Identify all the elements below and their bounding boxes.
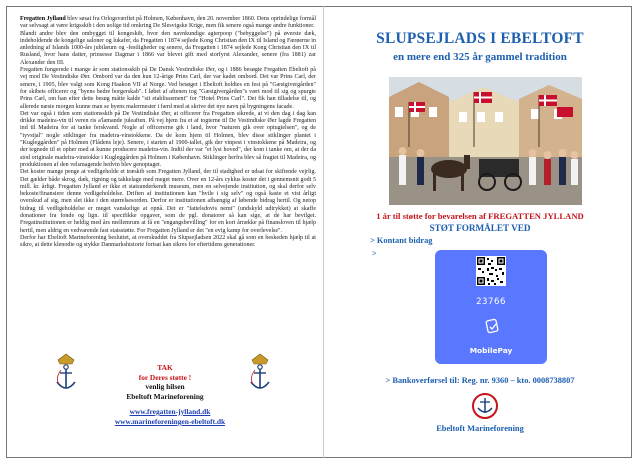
support-heading: 1 år til støtte for bevarelsen af FREGATTEN JYLLAND [376, 211, 584, 221]
parade-photo [389, 77, 582, 205]
support-call-to-action: STØT FORMÅLET VED [429, 223, 531, 233]
paragraph-5: Det koster mange penge at vedligeholde et træskib som Fregatten Jylland, der til stadighed er udsat for skiftende vejrlig. Det gælder både skrog, dæk, rigning og takkelage med meget mere. Over en 12-års cyklus koster det i gennemsnit godt 5 mill. kr. årligt. Fregatten Jylland er ikke et statsunderkendt museum, men en selvejende institution, og skal derfor selv bekoste/finansiere denne vedligeholdelse. Driften af institutionen kan "hvile i sig selv" og også kaste et vist årligt overskud af sig, men slet ikke i den størrelsesorden. Derfor er institutionen afhængig af løbende bidrag hertil. Og netop bidrag til vedligeholdelse er meget vanskelige at opnå. Det er "fattelsdovis nemt" (undskyld udtrykket) at skaffe donationer fra fonde og lign. til specifikke opgaver, som de pgl. donatorer så kan sige, at de har bevilget. Fregatinstitutionen er heldig med års mellemrum at få en "engangsbevilling" for en kort årrække på finansloven til hjælp hertil, men aldrig en vedvarende fast statsstøtte. For Fregatten Jylland er det "en evig kamp for overlevelse". [20, 169, 316, 234]
history-text [20, 16, 316, 250]
mobilepay-arrow: > [372, 249, 377, 258]
thanks-support: for Deres støtte ! [138, 372, 192, 382]
paragraph-2: Blandt andre blev den ombygget til kongeskib, hvor den navnkundige agterpoop ("bebyggelse") på øverste dæk, indeholdende de kongelige saloner og lukafer, da Fregatten i 1874 sejlede Kong Christian den IX til Island og Færøerne in anledning af Islands 1000-års jubilæum og -festligheder og senere, da Fregatten i 1874 sejlede Kong Christian den IX til Rusland, hvor hans datter, prinsesse Dagmar i 1866 var blevet gift med storfyrst Alexander, senere (fra 1881) zar Alexander den III. [20, 30, 316, 66]
page-title: SLUPSEJLADS I EBELTOFT [376, 30, 584, 47]
paragraph-1: Fregatten Jylland blev søsat fra Orlogsværftet på Holmen, København, den 20. november 1860. Dens oprindelige formål var selvsagt at være krigsskib i den uolige tid omkring De Slesvigske Krige, men fik senere også mange andre funktioner. [20, 16, 316, 30]
fold-line [323, 6, 324, 458]
paragraph-4: Det var også i tiden som stationsskib på De Vestindiske Øer, at officerer fra Fregatten sikrede, at vi den dag i dag kan drikke madeira-vin til veren ris a'lamande juleaften. På vej hjem fra et af togterne til De Vestindiske Øer lagde Fregatten ind til Madeira for at tanke ferskvand. Nogle af officererne gik i land, hvor "naturen gik over optugtelsen", og de "tyvstjal" nogle stiklinger fra madeira-vinstokkene. Da de kom hjem til Holmen, blev disse stiklinger plantet i "Kugleggården" på Holmen (Flådens leje). Senere, i starten af 1900-tallet, gik der vinpest i vinstokkene på Madeira, og der tegnede til et opher med at kunne producere madeira-vin. Indtil der var "et lyst hoved", der kom i tanke om, at der da stod originale madeira-vinstokke i Kugleggården på Holmen i København. Stiklinger herfra blev så fragtet til Madeira, og produktionen af den velsmagende hedvin blev genoptaget. [20, 110, 316, 168]
cash-contribution: > Kontant bidrag [370, 236, 433, 245]
thanks-block [100, 363, 230, 401]
bank-transfer: > Bankoverførsel til: Reg. nr. 9360 – kto. 0008738807 [385, 376, 575, 385]
footer-org: Ebeltoft Marineforening [436, 424, 524, 433]
link-marineforeningen[interactable]: www.marineforeningen-ebeltoft.dk [114, 417, 226, 426]
paragraph-6: Derfor har Ebeltoft Marineforening besluttet, at overskuddet fra Slupsejladsen 2022 skal gå som en beskeden hjælp til at sikre, at dette klenodie og stykke Danmarkshistorie fortsat kan sikres for eftertidens generationer. [20, 234, 316, 249]
qr-code-icon[interactable] [476, 256, 506, 286]
anchor-emblem-right-icon [246, 352, 274, 394]
mobilepay-number: 23766 [476, 297, 506, 307]
paragraph-3: Fregatten fungerede i mange år som stationsskib på De Dansk Vestindiske Øer, og i 1886 besøgte Fregatten Ebeltoft på vej mod De Vestindiske Øer. Ombord var da den kun 12-årige Prins Carl, der var kadet ombord. Det var Prins Carl, der senere, i 1905, blev valgt som Kong Haakon VII af Norge. Ved besøget i Ebeltoft holdtes en fest på "Gæstgivergården" for skibets officerer og "byens bedre borgerskab". I løbet af aftenen tog "Gæstgivergården"s vært mod til sig og spurgte Prins Carl, om han efter dette besøg måtte kalde "sit etablissement" for "Hotel Prins Carl". Det fik han tilladelse til, og allerede næste morgen kunne man se byens malermester i færd med at skrive det nye navn på bygningens facade. [20, 67, 316, 110]
thanks-heading: TAK [157, 363, 173, 372]
anchor-emblem-left-icon [52, 352, 80, 394]
greeting: venlig hilsen [145, 382, 185, 392]
mobilepay-logo-icon [484, 318, 500, 334]
page-subtitle: en mere end 325 år gammel tradition [393, 51, 567, 63]
signature-org: Ebeltoft Marineforening [126, 391, 204, 401]
mobilepay-label: MobilePay [469, 346, 513, 355]
link-fregatten[interactable]: www.fregatten-jylland.dk [129, 407, 211, 416]
links-block [90, 407, 250, 427]
marineforening-emblem-icon [472, 392, 498, 420]
